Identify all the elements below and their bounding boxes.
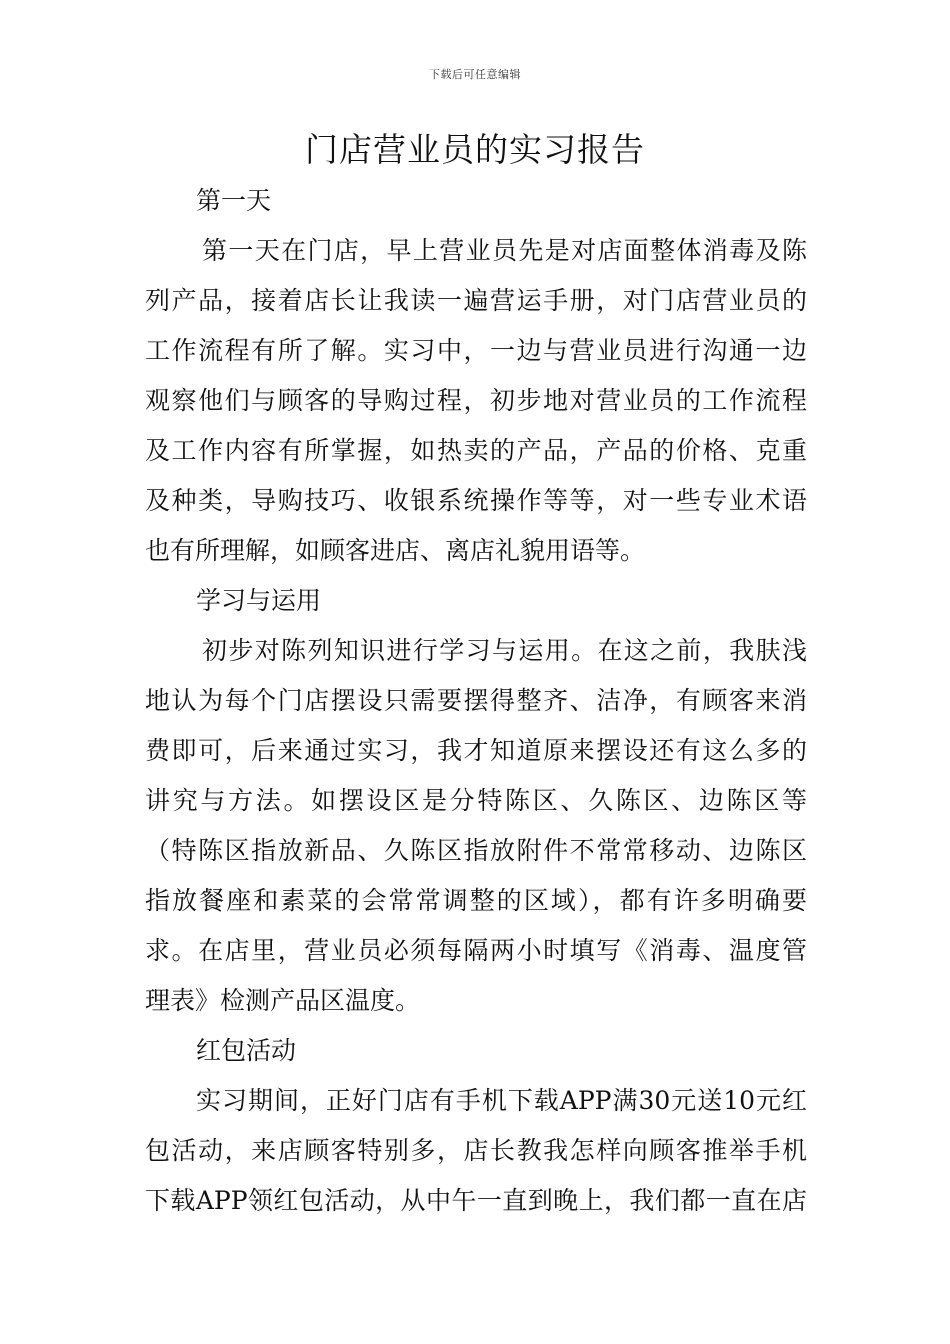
- document-title: 门店营业员的实习报告: [305, 130, 645, 169]
- paragraph-line: 工作流程有所了解。实习中，一边与营业员进行沟通一边: [145, 336, 807, 365]
- paragraph-line: （特陈区指放新品、久陈区指放附件不常常移动、边陈区: [145, 836, 807, 865]
- paragraph-line: 及工作内容有所掌握，如热卖的产品，产品的价格、克重: [145, 436, 807, 465]
- paragraph-line: 求。在店里，营业员必须每隔两小时填写《消毒、温度管: [145, 936, 807, 965]
- paragraph-line: 列产品，接着店长让我读一遍营运手册，对门店营业员的: [145, 286, 807, 315]
- paragraph-line: 及种类，导购技巧、收银系统操作等等，对一些专业术语: [145, 486, 807, 515]
- section-paragraph: [145, 226, 807, 576]
- section-paragraph: [145, 626, 807, 1026]
- paragraph-line: 观察他们与顾客的导购过程，初步地对营业员的工作流程: [145, 386, 807, 415]
- header-note: 下载后可任意编辑: [429, 68, 521, 81]
- section-heading: 红包活动: [196, 1036, 297, 1065]
- paragraph-line: 实习期间，正好门店有手机下载APP满30元送10元红: [196, 1086, 807, 1115]
- paragraph-line: 也有所理解，如顾客进店、离店礼貌用语等。: [145, 536, 646, 565]
- paragraph-line: 指放餐座和素菜的会常常调整的区域），都有许多明确要: [145, 886, 807, 915]
- document-body: [145, 176, 807, 1226]
- section-heading: 第一天: [196, 186, 272, 215]
- paragraph-line: 第一天在门店，早上营业员先是对店面整体消毒及陈: [202, 236, 807, 265]
- section-heading: 学习与运用: [196, 586, 322, 615]
- section-paragraph: [145, 1076, 807, 1226]
- paragraph-line: 下载APP领红包活动，从中午一直到晚上，我们都一直在店: [145, 1186, 807, 1215]
- paragraph-line: 地认为每个门店摆设只需要摆得整齐、洁净，有顾客来消: [145, 686, 807, 715]
- paragraph-line: 理表》检测产品区温度。: [145, 986, 421, 1015]
- paragraph-line: 讲究与方法。如摆设区是分特陈区、久陈区、边陈区等: [145, 786, 807, 815]
- paragraph-line: 初步对陈列知识进行学习与运用。在这之前，我肤浅: [202, 636, 807, 665]
- paragraph-line: 费即可，后来通过实习，我才知道原来摆设还有这么多的: [145, 736, 807, 765]
- paragraph-line: 包活动，来店顾客特别多，店长教我怎样向顾客推举手机: [145, 1136, 807, 1165]
